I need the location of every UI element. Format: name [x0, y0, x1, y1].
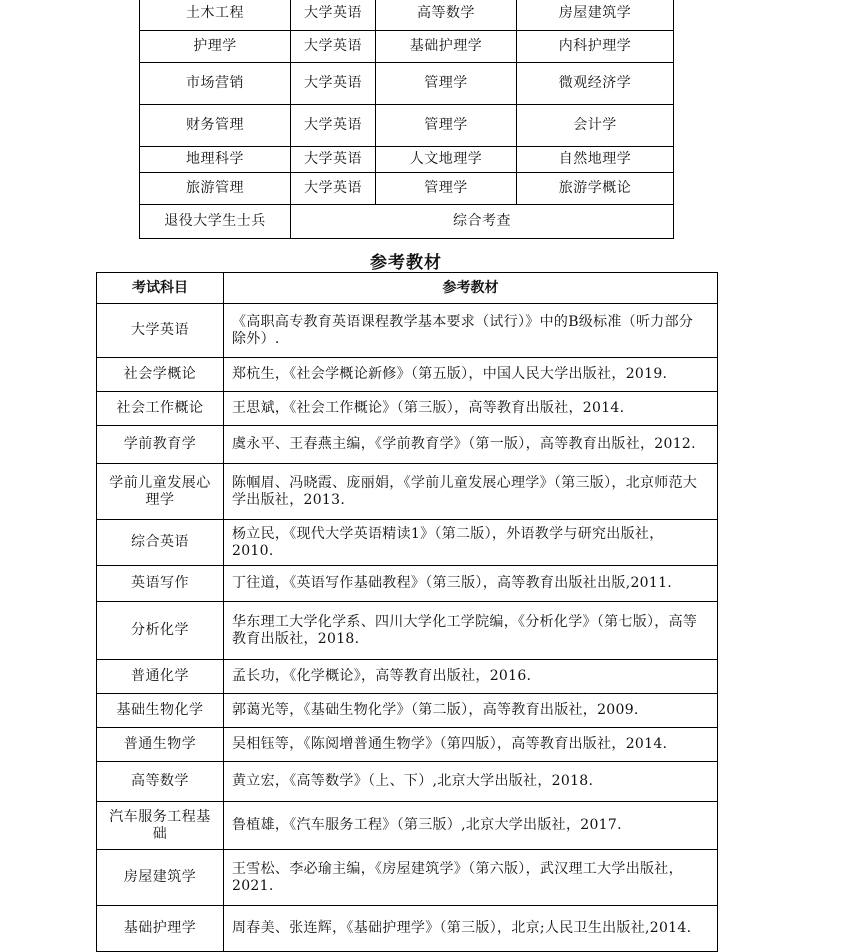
textbook-cell: 陈帼眉、冯晓霞、庞丽娟，《学前儿童发展心理学》（第三版），北京师范大学出版社，2013. — [224, 464, 718, 520]
subject-cell: 英语写作 — [97, 566, 224, 602]
textbook-cell: 吴相钰等，《陈阅增普通生物学》（第四版），高等教育出版社，2014. — [224, 728, 718, 762]
course-cell: 大学英语 — [291, 31, 376, 63]
table-row — [97, 464, 718, 520]
table-row — [97, 850, 718, 906]
subject-cell: 普通化学 — [97, 660, 224, 694]
major-cell: 护理学 — [140, 31, 291, 63]
table-row — [97, 566, 718, 602]
table-row — [97, 520, 718, 566]
textbook-cell: 虞永平、王春燕主编，《学前教育学》（第一版），高等教育出版社，2012. — [224, 426, 718, 464]
assessment-cell: 综合考查 — [291, 205, 674, 239]
course-cell: 会计学 — [517, 105, 674, 147]
course-cell: 基础护理学 — [376, 31, 517, 63]
table-row — [140, 63, 674, 105]
subject-cell: 普通生物学 — [97, 728, 224, 762]
course-cell: 大学英语 — [291, 63, 376, 105]
subject-cell: 社会工作概论 — [97, 392, 224, 426]
textbook-cell: 周春美、张连辉，《基础护理学》（第三版），北京;人民卫生出版社,2014. — [224, 906, 718, 952]
course-cell: 大学英语 — [291, 0, 376, 31]
textbook-cell: 《高职高专教育英语课程教学基本要求（试行）》中的B级标准（听力部分除外）. — [224, 304, 718, 358]
textbook-cell: 华东理工大学化学系、四川大学化工学院编，《分析化学》（第七版），高等教育出版社，2018. — [224, 602, 718, 660]
table-row — [97, 694, 718, 728]
textbook-cell: 王思斌，《社会工作概论》（第三版），高等教育出版社，2014. — [224, 392, 718, 426]
course-cell: 大学英语 — [291, 147, 376, 173]
textbook-cell: 孟长功，《化学概论》，高等教育出版社，2016. — [224, 660, 718, 694]
table-row — [140, 0, 674, 31]
subject-cell: 学前儿童发展心理学 — [97, 464, 224, 520]
major-cell: 地理科学 — [140, 147, 291, 173]
table-header-row — [97, 273, 718, 304]
textbook-cell: 王雪松、李必瑜主编，《房屋建筑学》（第六版），武汉理工大学出版社，2021. — [224, 850, 718, 906]
textbook-cell: 鲁植雄，《汽车服务工程》（第三版）,北京大学出版社，2017. — [224, 802, 718, 850]
subject-cell: 综合英语 — [97, 520, 224, 566]
references-table — [96, 272, 718, 952]
subject-cell: 社会学概论 — [97, 358, 224, 392]
subject-cell: 基础护理学 — [97, 906, 224, 952]
course-cell: 管理学 — [376, 63, 517, 105]
table-row — [97, 602, 718, 660]
major-cell: 市场营销 — [140, 63, 291, 105]
table-row — [97, 728, 718, 762]
course-cell: 人文地理学 — [376, 147, 517, 173]
course-cell: 微观经济学 — [517, 63, 674, 105]
course-cell: 管理学 — [376, 173, 517, 205]
subject-cell: 汽车服务工程基础 — [97, 802, 224, 850]
table-row — [97, 660, 718, 694]
table-row — [140, 105, 674, 147]
major-cell: 旅游管理 — [140, 173, 291, 205]
table-row — [97, 358, 718, 392]
subject-cell: 基础生物化学 — [97, 694, 224, 728]
course-cell: 内科护理学 — [517, 31, 674, 63]
table-row — [140, 31, 674, 63]
course-cell: 旅游学概论 — [517, 173, 674, 205]
subject-cell: 房屋建筑学 — [97, 850, 224, 906]
course-cell: 自然地理学 — [517, 147, 674, 173]
course-cell: 高等数学 — [376, 0, 517, 31]
table-row — [97, 426, 718, 464]
subjects-table — [139, 0, 674, 239]
subject-cell: 分析化学 — [97, 602, 224, 660]
section-heading: 参考教材 — [370, 253, 442, 273]
table-row — [97, 762, 718, 802]
textbook-cell: 杨立民，《现代大学英语精读1》（第二版），外语教学与研究出版社，2010. — [224, 520, 718, 566]
table-row — [140, 205, 674, 239]
column-header-textbook: 参考教材 — [224, 273, 718, 304]
course-cell: 大学英语 — [291, 173, 376, 205]
major-cell: 财务管理 — [140, 105, 291, 147]
course-cell: 大学英语 — [291, 105, 376, 147]
subject-cell: 大学英语 — [97, 304, 224, 358]
textbook-cell: 郑杭生，《社会学概论新修》（第五版），中国人民大学出版社，2019. — [224, 358, 718, 392]
column-header-subject: 考试科目 — [97, 273, 224, 304]
table-row — [97, 906, 718, 952]
table-row — [140, 147, 674, 173]
course-cell: 管理学 — [376, 105, 517, 147]
course-cell: 房屋建筑学 — [517, 0, 674, 31]
subject-cell: 高等数学 — [97, 762, 224, 802]
major-cell: 退役大学生士兵 — [140, 205, 291, 239]
textbook-cell: 丁往道，《英语写作基础教程》（第三版），高等教育出版社出版,2011. — [224, 566, 718, 602]
table-row — [97, 392, 718, 426]
table-row — [140, 173, 674, 205]
table-row — [97, 802, 718, 850]
textbook-cell: 黄立宏，《高等数学》（上、下）,北京大学出版社，2018. — [224, 762, 718, 802]
textbook-cell: 郭蔼光等，《基础生物化学》（第二版），高等教育出版社，2009. — [224, 694, 718, 728]
subject-cell: 学前教育学 — [97, 426, 224, 464]
table-row — [97, 304, 718, 358]
major-cell: 土木工程 — [140, 0, 291, 31]
